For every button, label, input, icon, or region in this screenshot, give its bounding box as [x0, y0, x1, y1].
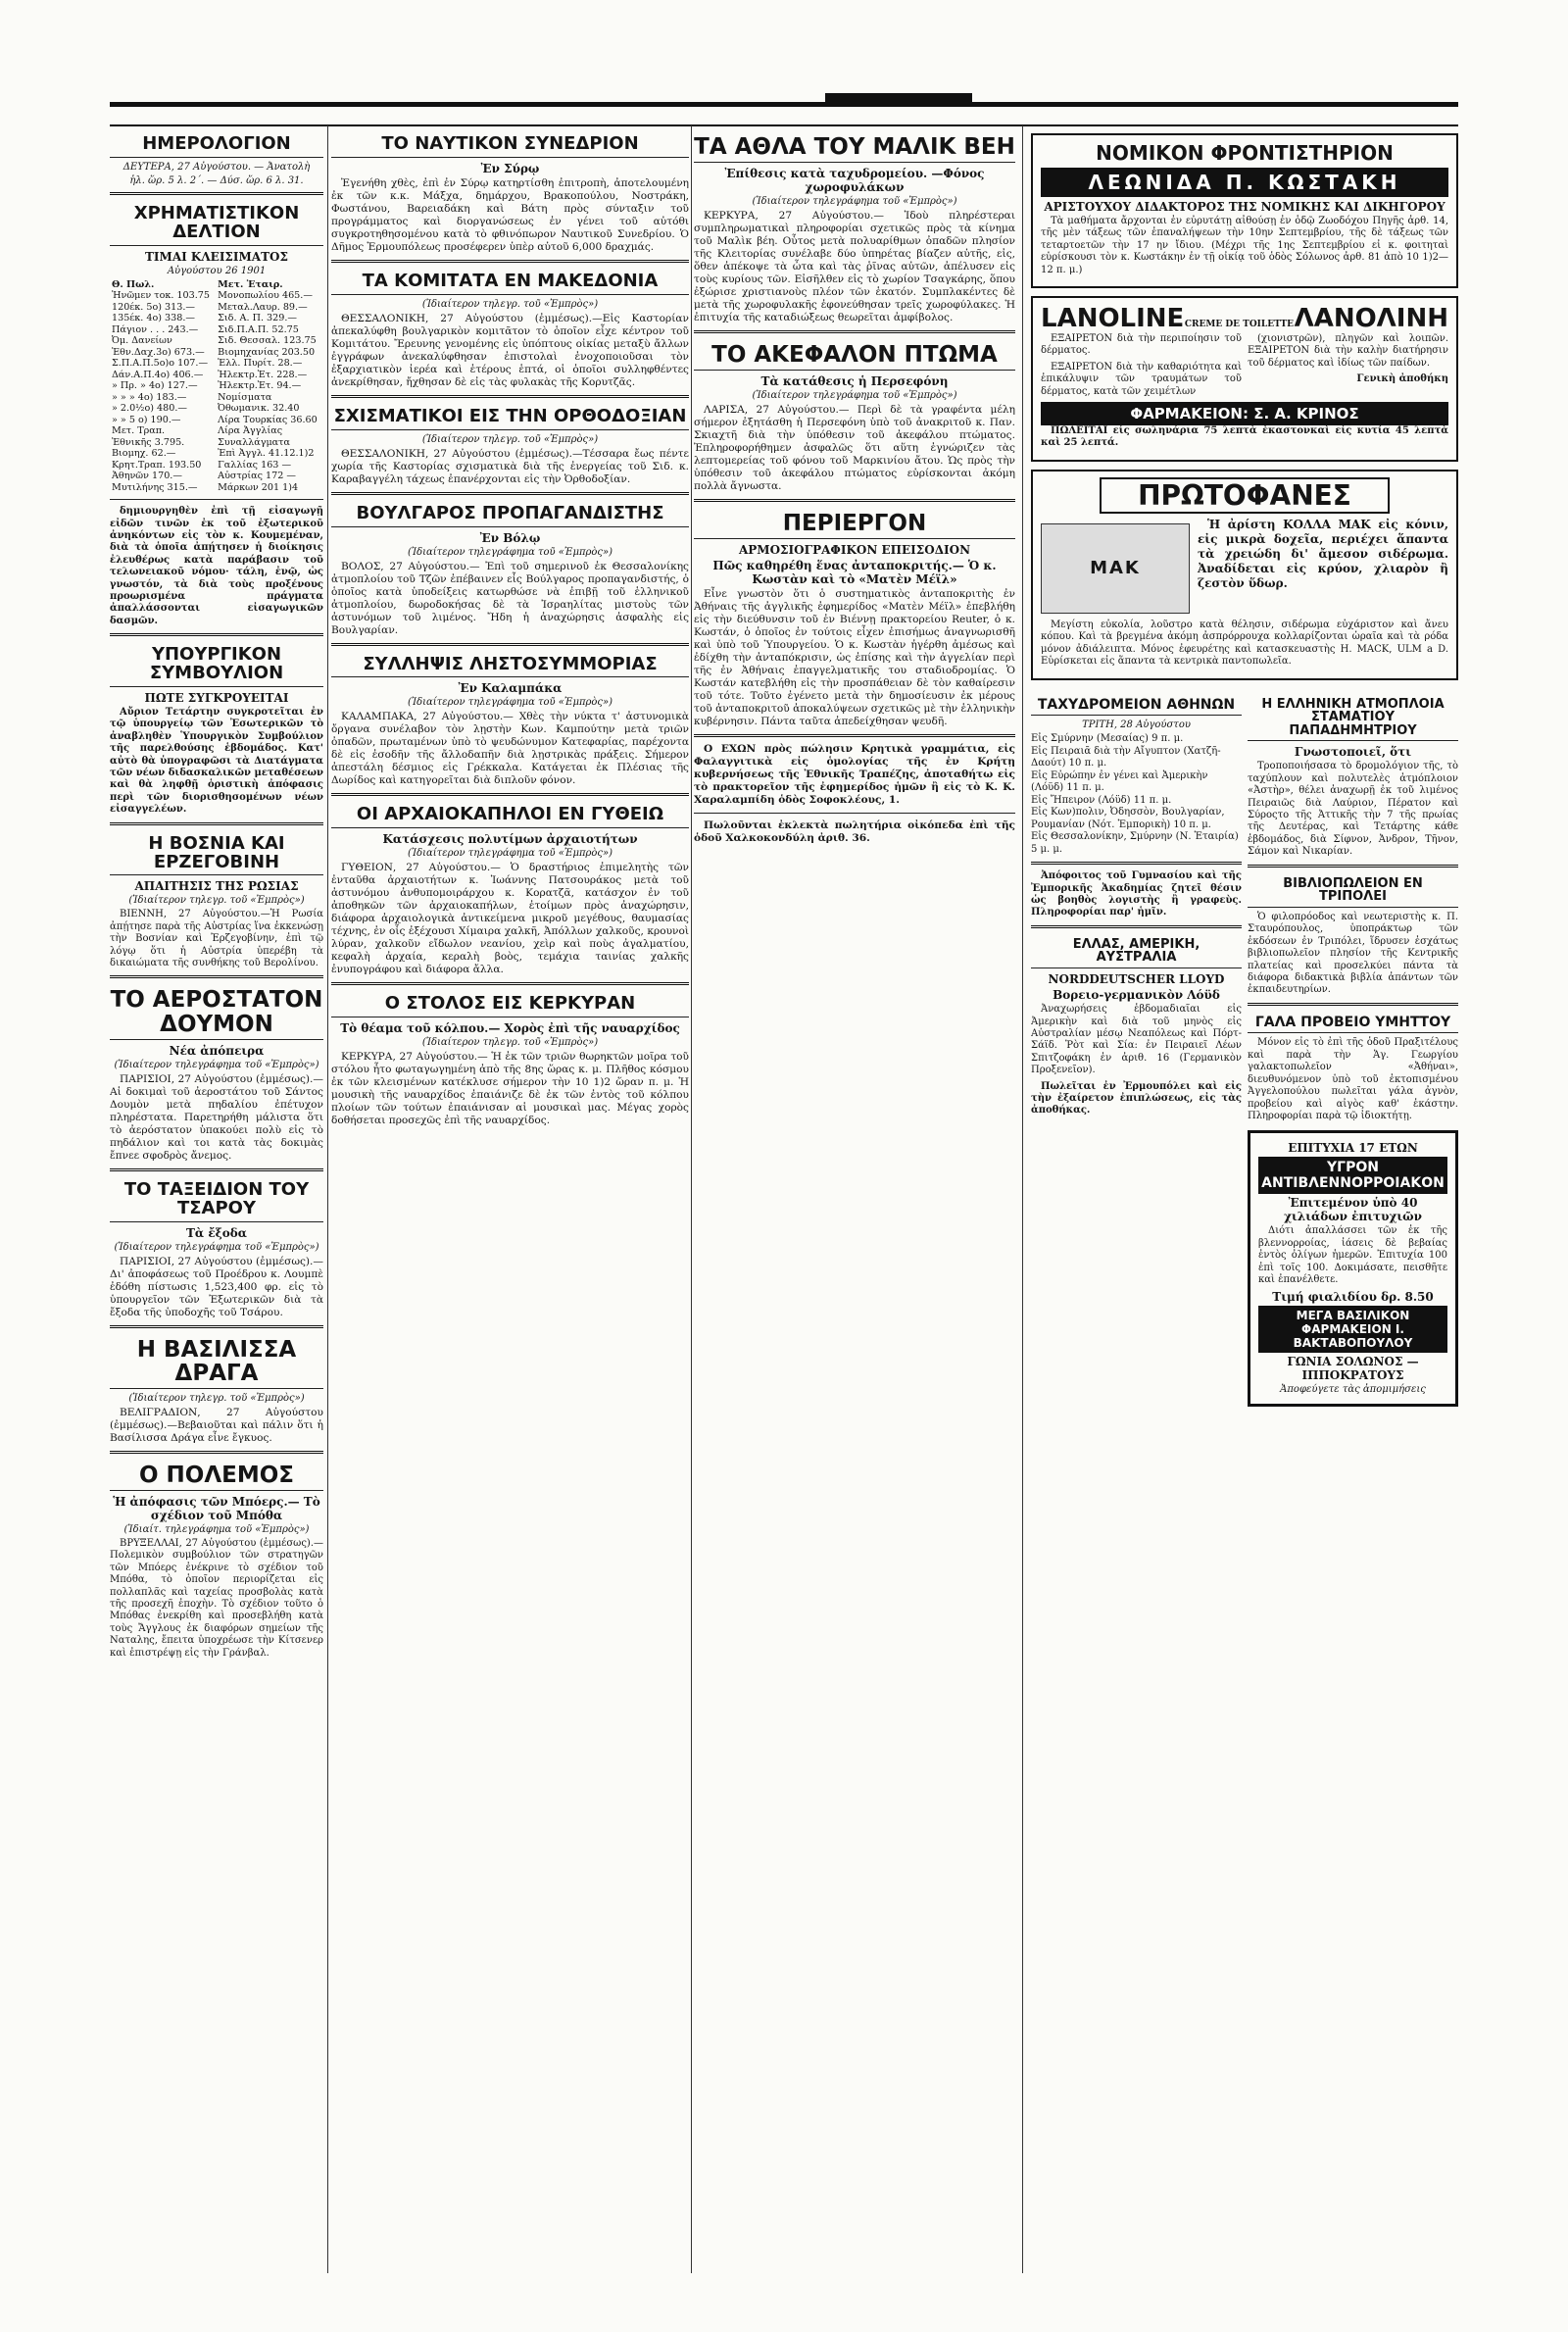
rates-cell: Νομίσματα — [218, 391, 272, 403]
fleet-dateline: (Ἰδιαίτερον τηλεγρ. τοῦ «Ἐμπρὸς») — [421, 1037, 599, 1049]
remedy-address: ΓΩΝΙΑ ΣΟΛΩΝΟΣ — ΙΠΠΟΚΡΑΤΟΥΣ — [1287, 1355, 1419, 1383]
athla-heading: ΤΑ ΑΘΛΑ ΤΟΥ ΜΑΛΙΚ ΒΕΗ — [694, 135, 1015, 163]
calendar-heading: ΗΜΕΡΟΛΟΓΙΟΝ — [110, 135, 323, 158]
rates-row — [110, 482, 323, 494]
rates-row — [110, 448, 323, 460]
steamship-subheading: Γνωστοποιεῖ, ὅτι — [1294, 745, 1412, 760]
rates-cell: Ἐθνικῆς 3.795. — [112, 436, 185, 448]
bandits-heading: ΣΥΛΛΗΨΙΣ ΛΗΣΤΟΣΥΜΜΟΡΙΑΣ — [331, 656, 689, 678]
bosnia-heading: Η ΒΟΣΝΙΑ ΚΑΙ ΕΡΖΕΓΟΒΙΝΗ — [110, 835, 323, 876]
column-rule — [327, 125, 328, 2273]
sale-notice: Πωλοῦνται ἐκλεκτὰ πωλητήρια οἰκόπεδα ἐπὶ τῆς ὁδοῦ Χαλκοκονδύλη ἀριθ. 36. — [694, 819, 1015, 845]
fleet-text: ΚΕΡΚΥΡΑ, 27 Αὐγούστου.— Ἡ ἐκ τῶν τριῶν θωρηκτῶν μοῖρα τοῦ στόλου ἦτο φωταγωγημένη ἀπὸ τῆς 8ης ὥρας κ. μ. Πλῆθος κόσμου ἐκ τῶν κλεισμένων κατέκλυσε σήμερον τὴν 10 1)2 ὥραν π. μ. Ἡ μουσικὴ τῆς ναυαρχίδος ἐπαιάνιζε δὲ ἐκ τῶν ἐντὸς τοῦ κόλπου πλοίων τῶν τούτων ἐπαιάνισαν αἱ μουσικαὶ μας. Μέγας χορὸς δοθήσεται προσεχῶς ἐπὶ τῆς ναυαρχίδος. — [331, 1051, 689, 1127]
milk-heading: ΓΑΛΑ ΠΡΟΒΕΙΟ ΥΜΗΤΤΟΥ — [1248, 1016, 1458, 1034]
column-rule — [691, 125, 692, 2273]
post-date: ΤΡΙΤΗ, 28 Αὐγούστου — [1082, 719, 1191, 731]
lanoline-depot: Γενικὴ ἀποθήκη — [1356, 373, 1448, 385]
steamship-heading: Η ΕΛΛΗΝΙΚΗ ΑΤΜΟΠΛΟΙΑ ΣΤΑΜΑΤΙΟΥ ΠΑΠΑΔΗΜΗΤΡΙΟΥ — [1248, 698, 1458, 742]
rates-cell: Ἡνῶμεν τοκ. 103.75 — [112, 290, 211, 302]
column-1 — [110, 125, 323, 2273]
war-heading: Ο ΠΟΛΕΜΟΣ — [110, 1464, 323, 1491]
post-line: Εἰς Ἤπειρον (Λόϋδ) 11 π. μ. — [1031, 794, 1172, 806]
remedy-ad — [1248, 1130, 1458, 1407]
balloon-dateline: (Ἰδιαίτερον τηλεγράφημα τοῦ «Ἐμπρὸς») — [114, 1059, 319, 1070]
law-school-ad — [1031, 133, 1458, 288]
starch-text-2: Μεγίστη εὐκολία, λοῦστρο κατὰ θέλησιν, σιδέρωμα εὐχάριστον καὶ ἄνευ κόπου. Καὶ τὰ βρεγμένα ἀκόμη ἀσπρόρρουχα κολλαρίζονται ὡραῖα καὶ τὰ ρόδα μόνον ἀδιάλειπτα. Μόνος ἐφευρέτης καὶ κατασκευαστὴς Η. ΜΑCΚ, ULM a D. Εὑρίσκεται εἰς ἅπαντα τὰ κεντρικὰ παντοπωλεῖα. — [1041, 619, 1448, 668]
remedy-price: Τιμή φιαλιδίου δρ. 8.50 — [1272, 1290, 1434, 1305]
rates-cell: Βιομηχ. 62.— — [112, 448, 176, 460]
rates-cell: 135έκ. 4ο) 338.— — [112, 313, 196, 324]
shipping-subheading-2: Βορειο-γερμανικὸν Λόϋδ — [1053, 988, 1220, 1003]
lanoline-price: ΠΩΛΕΙΤΑΙ εἰς σωληνάρια 75 λεπτὰ ἑκαστονκαὶ εἰς κυτία 45 λεπτὰ καὶ 25 λεπτά. — [1041, 425, 1448, 449]
athla-subheading: Ἐπίθεσις κατὰ ταχυδρομείου. —Φόνος χωροφυλάκων — [724, 167, 985, 195]
rates-cell: » Πρ. » 4ο) 127.— — [112, 380, 198, 392]
financial-subheading: ΤΙΜΑΙ ΚΛΕΙΣΙΜΑΤΟΣ — [145, 249, 288, 264]
rates-cell: Ἐπὶ Ἀγγλ. 41.12.1)2 — [218, 448, 315, 460]
rates-cell: Ὀμ. Δανείων — [112, 335, 172, 347]
bulgarian-text: ΒΟΛΟΣ, 27 Αὐγούστου.— Ἐπὶ τοῦ σημερινοῦ ἐκ Θεσσαλονίκης ἀτμοπλοίου τοῦ Τζῶν ἐπέβαινεν εἷς Βούλγαρος προπαγανδιστής, ὁ ὁποῖος κατὰ ὑποδείξεις κατωρθώσε νὰ ἐπιβῇ τοῦ ἑλληνικοῦ ἀτμοπλοίου, δωροδοκήσας δὲ τὰ Ἰσραηλίτας μιστοὺς τῶν ἀστυνόμων τοῦ λιμένος. Ἤδη ἡ ἀναχώρησις ἀσφαλὴς εἰς Βουλγαρίαν. — [331, 560, 689, 636]
rates-cell: Σ.Π.Α.Π.5ο)ο 107.— — [112, 358, 209, 370]
law-school-title: ΝΟΜΙΚΟΝ ΦΡΟΝΤΙΣΤΗΡΙΟΝ — [1096, 141, 1394, 165]
rates-cell: Ἐθν.Δαχ.3ο) 673.— — [112, 346, 205, 358]
antiquities-dateline: (Ἰδιαίτερον τηλεγράφημα τοῦ «Ἐμπρὸς») — [407, 848, 613, 860]
gym-notice: Ἀπόφοιτος τοῦ Γυμνασίου καὶ τῆς Ἐμπορικῆς Ἀκαδημίας ζητεῖ θέσιν ὡς βοηθὸς λογιστὴς ἢ γραφεὺς. Πληροφορίαι παρ' ἡμῖν. — [1031, 870, 1242, 918]
bandits-dateline: (Ἰδιαίτερον τηλεγράφημα τοῦ «Ἐμπρὸς») — [407, 697, 613, 709]
remedy-warning: Ἀποφεύγετε τὰς ἀπομιμήσεις — [1280, 1384, 1426, 1396]
starch-title: ΠΡΩΤΟΦΑΝΕΣ — [1100, 477, 1390, 514]
library-text: Ὁ φιλοπρόοδος καὶ νεωτεριστὴς κ. Π. Σταυρόπουλος, ὑποπράκτωρ τῶν ἐκδόσεων ἐν Τριπόλει, ἵδρυσεν ἐσχάτως βιβλιοπωλεῖον πλησίον τῆς Κεντρικῆς πλατείας καὶ προσελκύει πάντα τὰ διάφορα διδακτικὰ βιβλία ἀπάντων τῶν ἐκπαιδευτηρίων. — [1248, 911, 1458, 996]
shipping-heading: ΕΛΛΑΣ, ΑΜΕΡΙΚΗ, ΑΥΣΤΡΑΛΙΑ — [1031, 938, 1242, 968]
rates-cell: Ἠλεκτρ.Ἐτ. 94.— — [218, 380, 302, 392]
remedy-pharmacy: ΜΕΓΑ ΒΑΣΙΛΙΚΟΝ ΦΑΡΜΑΚΕΙΟΝ Ι. ΒΑΚΤΑΒΟΠΟΥΛΟΥ — [1258, 1306, 1447, 1353]
law-school-text: Τὰ μαθήματα ἄρχονται ἐν εὐρυτάτῃ αἰθούσῃ ἐν ὁδῷ Ζωοδόχου Πηγῆς ἀρθ. 14, τῆς μὲν τάξεως τῶν ἐπαναλήψεων τὴν 10ην Σεπτεμβρίου, τῆς δὲ τάξεως τῶν τεταρτοετῶν τὴν 17 ην ἴδιου. (Μέχρι τῆς 1ης Σεπτεμβρίου εἰ κ. φοιτηταὶ εὑρίσκουσι τὸν κ. Κωστάκην ἐν τῇ οἰκίᾳ τοῦ ὁδὸς Σόλωνος ἀρθ. 81 ἀπὸ 10 1)2—12 π. μ.) — [1041, 216, 1448, 275]
queen-text: ΒΕΛΙΓΡΑΔΙΟΝ, 27 Αὐγούστου (ἐμμέσως).—Βεβαιοῦται καὶ πάλιν ὅτι ἡ Βασίλισσα Δράγα εἶνε ἔγκυος. — [110, 1406, 323, 1444]
curious-text: Εἶνε γνωστὸν ὅτι ὁ συστηματικὸς ἀνταποκριτὴς ἐν Ἀθήναις τῆς ἀγγλικῆς ἐφημερίδος «Ματὲν Μέϊλ» ἐπεβλήθη εἰς τὴν διεύθυνσιν τοῦ ἐν Βιέννῃ πρακτορείου Reuter, ὁ κ. Κωστάν, ὁ ὁποῖος ἐν τούτοις εἶχεν ἐπισήμως ἀναγνωρισθῆ καὶ ὑπὸ τοῦ Ὑπουργείου. Ὁ κ. Κωστὰν ἠγέρθη ἀμέσως καὶ ἐδίχθη τὴν ἀνταπόκρισιν, ὡς ἐπίσης καὶ τὴν ἀγγελίαν περὶ τῆς ἐν Ἀθήναις ἐπαγγελματικῆς του σταδιοδρομίας. Ὁ Κωστάν κατεβλήθη εἰς τὴν προσπάθειαν δὲ τὸν καθαίρεσιν τοῦ τότε. Τοῦτο ἐγένετο μετὰ τὴν δημοσίευσιν ἐκ μέρους τοῦ ἀνταποκριτοῦ ἀποκαλύψεων σχετικῶς μὲ τὴν ἑλληνικὴν κυβέρνησιν. Πάντα ταῦτα ἀπεδείχθησαν ψευδῆ. — [694, 588, 1015, 728]
rates-cell: » 2.0½ο) 480.— — [112, 403, 187, 415]
rates-cell: Κρητ.Τραπ. 193.50 — [112, 459, 202, 471]
calendar-line: ἡλ. ὥρ. 5 λ. 2΄. — Δύσ. ὥρ. 6 λ. 31. — [129, 174, 304, 186]
rates-cell: Μεταλ.Λαυρ. 89.— — [218, 301, 308, 313]
rates-cell: Σιδ. Α. Π. 329.— — [218, 313, 298, 324]
rates-row — [110, 392, 323, 404]
athla-text: ΚΕΡΚΥΡΑ, 27 Αὐγούστου.— Ἰδοὺ πληρέστεραι συμπληρωματικαὶ πληροφορίαι σχετικῶς πρὸς τὰ κίνημα τοῦ Μαλὶκ βέη. Οὗτος μετὰ πολυαρίθμων ὀπαδῶν πλησίον τῆς Κλειτορίας συνέλαβε δύο ὑπηρέτας βίαζεν αὐτῆς, εἰς, ὅθεν ἀπέκοψε τὰ ὦτα καὶ τὰς ῥῖνας αὐτῶν, ἀπέλυσεν εἰς τοὺς κυρίους τῶν. Εἰσῆλθεν εἰς τὸ χωρίον Τσαγκάρης, ὅπου ἐξώρισε χριστιανοὺς πλέον τῶν ἑκατόν. Συμπλακέντες δὲ μετὰ τῆς χωροφυλακῆς ἐφονεύθησαν τρεῖς χωροφύλακες. Ἡ ἐπιτυχία τῆς καταδιώξεως θεωρεῖται ἀμφίβολος. — [694, 210, 1015, 324]
lanoline-greek: ΛΑΝΟΛΙΝΗ — [1294, 304, 1448, 334]
rates-cell: Ὀθωμανικ. 32.40 — [218, 403, 300, 415]
column-4 — [1031, 125, 1458, 2273]
corpse-dateline: (Ἰδιαίτερον τηλεγράφημα τοῦ «Ἐμπρὸς») — [752, 390, 957, 402]
law-school-name: ΛΕΩΝΙΔΑ Π. ΚΩΣΤΑΚΗ — [1041, 168, 1448, 197]
naval-subheading: Ἐν Σύρῳ — [480, 161, 540, 175]
schism-text: ΘΕΣΣΑΛΟΝΙΚΗ, 27 Αὐγούστου (ἐμμέσως).—Τέσσαρα ἔως πέντε χωρία τῆς Καστορίας σχισματικὰ διὰ τῆς ἐνεργείας τοῦ Σιδ. κ. Καραβαγγέλη τάχεως ἐπανέρχονται εἰς τὴν Ὀρθοδοξίαν. — [331, 447, 689, 485]
war-subheading: Ἡ ἀπόφασις τῶν Μπόερς.— Τὸ σχέδιον τοῦ Μπόθα — [113, 1494, 320, 1522]
rates-row — [110, 425, 323, 437]
rates-cell: » » » 4ο) 183.— — [112, 391, 187, 403]
rates-row — [110, 358, 323, 370]
shipping-subheading: NORDDEUTSCHER LLOYD — [1048, 972, 1225, 987]
naval-text: Ἐγενήθη χθὲς, ἐπὶ ἐν Σύρῳ κατηρτίσθη ἐπιτροπὴ, ἀποτελουμένη ἐκ τῶν κ.κ. Μάξχα, δημάρχου, Βρακοπούλου, Νοστράκη, Φωστάνου, Βαρειαδάκη καὶ Βάτη πρὸς σύνταξιν τοῦ προγράμματος καὶ διοργανώσεως ἐν γένει τοῦ αὐτόθι συγκροτηθησομένου κατὰ τὸ φθινόπωρον Ναυτικοῦ Συνεδρίου. Ὁ Δῆμος Ἑρμουπόλεως προσέφερεν ὑπὲρ αὐτοῦ 6,000 δραχμάς. — [331, 176, 689, 253]
bandits-text: ΚΑΛΑΜΠΑΚΑ, 27 Αὐγούστου.— Χθὲς τὴν νύκτα τ' ἀστυνομικὰ ὄργανα συνέλαβον τὸν λῃστὴν Κων. Καμπούτην μετὰ τριῶν ὀπαδῶν, πρωταμένων ὑπὸ τὸ ψευδώνυμον Κατεφαρίας, παρέχοντα δὲ εἰς ἐσοδῆν τῆς ἄλλοδαπῆν διὰ λῃστρικὰς πράξεις. Σήμερον ἀπεστάλη δέσμιος εἰς Γρέκκαλα. Κατάγεται ἐκ Πλέσιας τῆς Δωρίδος καὶ κατηγορεῖται διὰ διπλοῦν φόνον. — [331, 711, 689, 787]
council-heading: ΥΠΟΥΡΓΙΚΟΝ ΣΥΜΒΟΥΛΙΟΝ — [110, 646, 323, 687]
fleet-subheading: Τὸ θέαμα τοῦ κόλπου.— Χορὸς ἐπὶ τῆς ναυαρχίδος — [340, 1021, 680, 1036]
remedy-subtitle: Ἐπιτεμένον ὑπὸ 40 χιλιάδων ἐπιτυχιῶν — [1284, 1196, 1422, 1224]
rates-table — [110, 279, 323, 494]
tsar-subheading: Τὰ ἔξοδα — [186, 1225, 247, 1240]
column-rule — [1022, 125, 1023, 2273]
rates-header-left: Θ. Πωλ. — [112, 278, 155, 290]
post-line: Εἰς Θεσσαλονίκην, Σμύρνην (Ν. Ἑταιρία) 5 μ. μ. — [1031, 831, 1239, 855]
rates-cell: Μετ. Τραπ. — [112, 425, 166, 437]
rates-cell: Βιομηχανίας 203.50 — [218, 346, 316, 358]
rates-row — [110, 380, 323, 392]
curious-subheading: ΑΡΜΟΣΙΟΓΡΑΦΙΚΟΝ ΕΠΕΙΣΟΔΙΟΝ — [738, 543, 971, 558]
corpse-text: ΛΑΡΙΣΑ, 27 Αὐγούστου.— Περὶ δὲ τὰ γραφέντα μέλη σήμερον ἐξητάσθη ἡ Περσεφόνη ὑπὸ τοῦ ἀνακριτοῦ κ. Παν. Σκιαχτῆ διὰ τὴν ὑπόθεσιν τοῦ ἀκεφάλου πτώματος. Ἐπληροφορήθημεν ἀσφαλῶς ὅτι αὕτη ἐγνώριζεν τὰς λεπτομερείας τοῦ φόνου τοῦ Μαρκινίου ἄτου. Ὡς πρὸς τὴν ὑπόθεσιν τοῦ ἀκεφάλου πτώματος εὑρίσκονται ἀκόμη πολλὰ ἄγνωστα. — [694, 404, 1015, 493]
rates-row — [110, 370, 323, 381]
rates-cell: Ἑλλ. Πυρίτ. 28.— — [218, 358, 303, 370]
rates-cell: Ἀθηνῶν 170.— — [112, 471, 182, 482]
post-heading: ΤΑΧΥΔΡΟΜΕΙΟΝ ΑΘΗΝΩΝ — [1031, 698, 1242, 717]
rates-row — [110, 290, 323, 302]
financial-date: Αὐγούστου 26 1901 — [167, 265, 267, 276]
post-line: Εἰς Εὐρώπην ἐν γένει καὶ Ἀμερικὴν (Λόϋδ) 11 π. μ. — [1031, 769, 1208, 794]
corpse-heading: ΤΟ ΑΚΕΦΑΛΟΝ ΠΤΩΜΑ — [694, 343, 1015, 371]
starch-text: Ἡ ἀρίστη ΚΟΛΛΑ ΜΑΚ εἰς κόνιν, εἰς μικρὰ δοχεῖα, περιέχει ἅπαντα τὰ χρειώδη δι' ἄμεσον σιδέρωμα. Ἀναδίδεται εἰς κρύον, χλιαρὸν ἢ ζεστὸν ὕδωρ. — [1198, 517, 1448, 590]
bulgarian-dateline: (Ἰδιαίτερον τηλεγράφημα τοῦ «Ἐμπρὸς») — [407, 546, 613, 558]
rates-cell: Μάρκων 201 1)4 — [218, 481, 299, 493]
rates-row — [110, 460, 323, 471]
post-line: Εἰς Πειραιᾶ διὰ τὴν Αἴγυπτον (Χατζῆ-Δαούτ) 10 π. μ. — [1031, 745, 1221, 769]
rates-cell: Γαλλίας 163 — — [218, 459, 292, 471]
bonds-notice: Ο ΕΧΩΝ πρὸς πώλησιν Κρητικὰ γραμμάτια, εἰς Φαλαγγιτικὰ εἰς ὁμολογίας τῆς ἐν Κρήτῃ κυβερνήσεως τῆς Ἐθνικῆς Τραπέζης, ἀποταθήτω εἰς τὸ πρακτορεῖον τῆς ἐφημερίδος ἡμῶν ἢ εἰς τὸ Κ. Κ. Χαραλαμπίδη ὁδὸς Σοφοκλέους, 1. — [694, 743, 1015, 807]
bandits-subheading: Ἐν Καλαμπάκα — [458, 681, 563, 696]
remedy-text: Διότι ἀπαλλάσσει τῶν ἐκ τῆς βλεννορροίας, ἰάσεις δὲ βεβαίας ἐντὸς ὀλίγων ἡμερῶν. Ἐπιτυχία 100 ἐπὶ τοῖς 100. Δοκιμάσατε, πεισθῆτε καὶ ἐπανέλθετε. — [1258, 1225, 1447, 1285]
rates-cell: Μυτιλήνης 315.— — [112, 481, 198, 493]
macedonia-dateline: (Ἰδιαίτερον τηλεγρ. τοῦ «Ἐμπρὸς») — [421, 298, 599, 310]
lanoline-text: ΕΞΑΙΡΕΤΟΝ διὰ τὴν περιποίησιν τοῦ δέρματος. — [1041, 333, 1242, 357]
steamship-text: Τροποποιήσασα τὸ δρομολόγιον τῆς, τὸ ταχύπλουν καὶ πολυτελὲς ἀτμόπλοιον «Ἀστὴρ», θέλει ἀναχωρῇ ἐκ τοῦ λιμένος Πειραιῶς διὰ Λαύριον, Πέρατον καὶ Σύροςτο τῆς Ἀττικῆς τὴν 7 τῆς πρωίας τῆς Δευτέρας, καὶ Τετάρτης κάθε ἑβδομάδος, διὰ Σίφνον, Ἀνδρον, Τῆνον, Σάμον καὶ Νικαρίαν. — [1248, 761, 1458, 858]
post-line: Εἰς Κων)πολιν, Ὀδησσὸν, Βουλγαρίαν, Ρουμανίαν (Νότ. Ἐμπορικὴ) 10 π. μ. — [1031, 807, 1225, 830]
naval-heading: ΤΟ ΝΑΥΤΙΚΟΝ ΣΥΝΕΔΡΙΟΝ — [331, 135, 689, 158]
antiquities-heading: ΟΙ ΑΡΧΑΙΟΚΑΠΗΛΟΙ ΕΝ ΓΥΘΕΙΩ — [331, 806, 689, 828]
queen-dateline: (Ἰδιαίτερον τηλεγρ. τοῦ «Ἐμπρὸς») — [128, 1392, 305, 1404]
rates-row — [110, 335, 323, 347]
rates-row — [110, 403, 323, 415]
masthead-rule — [110, 102, 1458, 126]
lanoline-title: LANOLINE — [1041, 304, 1185, 334]
balloon-text: ΠΑΡΙΣΙΟΙ, 27 Αὐγούστου (ἐμμέσως).—Αἱ δοκιμαὶ τοῦ ἀεροστάτου τοῦ Σάντος Δουμὸν μετὰ πηδαλίου ἐπέτυχον πληρέστατα. Παρετηρήθη μάλιστα ὅτι τὸ ἀερόστατον ὑπακούει πολὺ εἰς τὸ πηδάλιον καὶ τοι κατὰ τὰς δοκιμὰς ἔπνεε σφοδρὸς ἄνεμος. — [110, 1072, 323, 1162]
council-text: Αὔριον Τετάρτην συγκροτεῖται ἐν τῷ ὑπουργείῳ τῶν Ἐσωτερικῶν τὸ ἀναβληθὲν Ὑπουργικὸν Συμβούλιον τῆς παρελθούσης ἑβδομάδος. Κατ' αὐτὸ θὰ ὑπογραφῶσι τὰ Διατάγματα τῶν νέων διδασκαλικῶν μεταθέσεων καὶ θὰ ληφθῇ ὁριστικὴ ἀπόφασις περὶ τῶν διορισθησομένων νέων εἰσαγγελέων. — [110, 707, 323, 816]
balloon-subheading: Νέα ἀπόπειρα — [169, 1043, 265, 1058]
athla-dateline: (Ἰδιαίτερον τηλεγράφημα τοῦ «Ἐμπρὸς») — [752, 196, 957, 208]
bosnia-text: ΒΙΕΝΝΗ, 27 Αὐγούστου.—Ἡ Ρωσία ἀπῄτησε παρὰ τῆς Αὐστρίας ἵνα ἐκκενώσῃ τὴν Βοσνίαν καὶ Ἐρζεγοβίνην, ἐπὶ τῷ λόγῳ ὅτι ἡ Αὐστρία ὑπερέβη τὰ δικαιώματα τῆς συνθήκης τοῦ Βερολίνου. — [110, 909, 323, 969]
curious-heading: ΠΕΡΙΕΡΓΟΝ — [694, 512, 1015, 539]
column-2 — [331, 125, 689, 2273]
shipping-text-2: Πωλεῖται ἐν Ἐρμουπόλει καὶ εἰς τὴν ἐξαίρετον ἐπιπλώσεως, εἰς τὰς ἀποθήκας. — [1031, 1080, 1242, 1116]
rates-cell: » » 5 ο) 190.— — [112, 414, 181, 425]
rates-cell: Συναλλάγματα — [218, 436, 290, 448]
shipping-text: Ἀναχωρήσεις ἑβδομαδιαῖαι εἰς Ἀμερικὴν καὶ διὰ τοῦ μηνὸς εἰς Αὐστραλίαν μέσῳ Νεαπόλεως καὶ Πόρτ-Σάϊδ. Ῥὸτ καὶ Σία: ἐν Πειραιεῖ Λέων Σπιτζοφάκη ἐν ἀριθ. 16 (Γερμανικὸν Προξενεῖον). — [1031, 1004, 1242, 1076]
financial-note: δημιουργηθὲν ἐπὶ τῇ εἰσαγωγῇ εἰδῶν τινῶν ἐκ τοῦ ἐξωτερικοῦ ἀνηκόντων εἰς τὸν κ. Κουμεμέναν, διὰ τὰ ὁποῖα ἀπῄτησεν ἡ διοίκησις ἐλευθέρως κατὰ παράβασιν τοῦ τελωνειακοῦ νόμου· τάλη, ἐνῷ, ὡς γνωστόν, τὰ διὰ τοὺς προξένους προωρισμένα πράγματα ἀπαλλάσσονται εἰσαγωγικῶν δασμῶν. — [110, 506, 323, 626]
rates-row — [110, 471, 323, 482]
rates-cell: Αὐστρίας 172 — — [218, 471, 297, 482]
war-text: ΒΡΥΞΕΛΛΑΙ, 27 Αὐγούστου (ἐμμέσως).—Πολεμικὸν συμβούλιον τῶν στρατηγῶν τῶν Μπόερς ἐνέκρινε τὸ σχέδιον τοῦ Μπόθα, τὸ ὁποῖον περιορίζεται εἰς πολλαπλᾶς καὶ ταχείας προσβολὰς κατὰ τῆς προσεχῆ ἐποχὴν. Τὸ σχέδιον τοῦτο ὁ Μπόθας ἐνεκρίθη καὶ προσεβλήθη κατὰ τοὺς Ἄγγλους ἐκ διαφόρων σημείων τῆς Ναταλης, ἔπειτα ὑποχρέωσε τὴν Κίτσενερ καὶ ἐπιστρέψῃ εἰς τὴν Γράνβαλ. — [110, 1537, 323, 1659]
lanoline-small: CREME DE TOILETTE — [1184, 320, 1295, 330]
rates-row — [110, 313, 323, 324]
rates-cell: 120έκ. 5ο) 313.— — [112, 301, 196, 313]
library-heading: ΒΙΒΛΙΟΠΩΛΕΙΟΝ ΕΝ ΤΡΙΠΟΛΕΙ — [1248, 877, 1458, 908]
schism-dateline: (Ἰδιαίτερον τηλεγρ. τοῦ «Ἐμπρὸς») — [421, 433, 599, 445]
queen-heading: Η ΒΑΣΙΛΙΣΣΑ ΔΡΑΓΑ — [110, 1338, 323, 1389]
bosnia-dateline: (Ἰδιαίτερον τηλεγρ. τοῦ «Ἐμπρὸς») — [128, 895, 305, 907]
starch-ad — [1031, 470, 1458, 680]
council-subheading: ΠΩΤΕ ΣΥΓΚΡΟΥΕΙΤΑΙ — [144, 691, 289, 706]
rates-row — [110, 415, 323, 426]
column-3 — [694, 125, 1015, 2273]
tsar-text: ΠΑΡΙΣΙΟΙ, 27 Αὐγούστου (ἐμμέσως).—Δι' ἀποφάσεως τοῦ Προέδρου κ. Λουμπὲ ἐδόθη πίστωσις 1,523,400 φρ. εἰς τὸ ὑπουργεῖον τῶν Ἐξωτερικῶν διὰ τὰ ἔξοδα τῆς ὑποδοχῆς τοῦ Τσάρου. — [110, 1255, 323, 1318]
schism-heading: ΣΧΙΣΜΑΤΙΚΟΙ ΕΙΣ ΤΗΝ ΟΡΘΟΔΟΞΙΑΝ — [331, 408, 689, 430]
rates-header-right: Μετ. Ἑταιρ. — [218, 278, 283, 290]
post-list — [1031, 733, 1242, 856]
rates-cell: Λίρα Ἀγγλίας — [218, 425, 283, 437]
rates-cell: Πάγιον . . . 243.— — [112, 323, 199, 335]
law-school-subtitle: ΑΡΙΣΤΟΥΧΟΥ ΔΙΔΑΚΤΟΡΟΣ ΤΗΣ ΝΟΜΙΚΗΣ ΚΑΙ ΔΙΚΗΓΟΡΟΥ — [1044, 200, 1446, 214]
remedy-title: ΕΠΙΤΥΧΙΑ 17 ΕΤΩΝ — [1288, 1141, 1418, 1156]
rates-row — [110, 347, 323, 359]
rates-row — [110, 324, 323, 336]
rates-cell: Δάν.Α.Π.4ο) 406.— — [112, 369, 204, 380]
fleet-heading: Ο ΣΤΟΛΟΣ ΕΙΣ ΚΕΡΚΥΡΑΝ — [331, 995, 689, 1017]
lanoline-ad — [1031, 296, 1458, 462]
rates-row — [110, 437, 323, 449]
rates-cell: Λίρα Τουρκίας 36.60 — [218, 414, 318, 425]
curious-subheading-2: Πῶς καθηρέθη ἕνας ἀνταποκριτής.— Ὁ κ. Κωστὰν καὶ τὸ «Ματὲν Μέϊλ» — [712, 559, 997, 587]
war-dateline: (Ἰδιαίτ. τηλεγράφημα τοῦ «Ἐμπρὸς») — [123, 1523, 310, 1535]
bosnia-subheading: ΑΠΑΙΤΗΣΙΣ ΤΗΣ ΡΩΣΙΑΣ — [134, 879, 299, 894]
corpse-subheading: Τὰ κατάθεσις ἡ Περσεφόνη — [760, 374, 949, 389]
financial-heading: ΧΡΗΜΑΤΙΣΤΙΚΟΝ ΔΕΛΤΙΟΝ — [110, 205, 323, 246]
pharmacy-name: ΦΑΡΜΑΚΕΙΟΝ: Σ. Α. ΚΡΙΝΟΣ — [1041, 402, 1448, 425]
starch-box-image: ΜΑΚ — [1041, 523, 1190, 614]
antiquities-text: ΓΥΘΕΙΟΝ, 27 Αὐγούστου.— Ὁ δραστήριος ἐπιμελητὴς τῶν ἐνταῦθα ἀρχαιοτήτων κ. Ἰωάννης Πατσουράκος μετὰ τοῦ ἀστυνόμου ἀνθυπομοιράρχου κ. Κορατζᾶ, κατάσχον ἐν τοῦ ἀποθηκῶν τῶν ἀρχαιοκαπήλων, ἐτοίμων πρὸς ἀναχώρησιν, διάφορα ἀρχαιολογικὰ ἀντικείμενα μικροῦ μεγέθους, θαυμασίας τέχνης, ἐν οἷς ἐξέχουσι Χίμαιρα χαλκῆ, Ἀπόλλων χαλκοῦς, κρουνοὶ λύραν, χαλκοῦν εἴδωλον νεανίου, χεὶρ καὶ ποὺς ἀγαλματίου, κεφαλὴ ἀρχαία, κεραλὴ βοὸς, τεμάχια ταινίας χαλκῆς ἐνυπογράφου καὶ διάφορα ἄλλα. — [331, 862, 689, 976]
masthead-ornament — [825, 93, 972, 103]
milk-text: Μόνον εἰς τὸ ἐπὶ τῆς ὁδοῦ Πραξιτέλους καὶ παρὰ τὴν Ἁγ. Γεωργίου γαλακτοπωλεῖον «Ἀθήναι», διευθυνόμενον ὑπὸ τοῦ ἐκτοπισμένου Ἀγγελοπούλου πωλεῖται γάλα ἀγνὸν, προβείου καὶ αἰγὸς καθ' ἑκάστην. Πληροφορίαι παρὰ τῷ ἰδιοκτήτῃ. — [1248, 1037, 1458, 1121]
bulgarian-heading: ΒΟΥΛΓΑΡΟΣ ΠΡΟΠΑΓΑΝΔΙΣΤΗΣ — [331, 505, 689, 527]
rates-cell: Σιδ. Θεσσαλ. 123.75 — [218, 335, 317, 347]
calendar-line: ΔΕΥΤΕΡΑ, 27 Αὐγούστου. — Ἀνατολὴ — [122, 161, 311, 173]
balloon-heading: ΤΟ ΑΕΡΟΣΤΑΤΟΝ ΔΟΥΜΟΝ — [110, 988, 323, 1039]
tsar-heading: ΤΟ ΤΑΞΕΙΔΙΟΝ ΤΟΥ ΤΣΑΡΟΥ — [110, 1181, 323, 1222]
rates-cell: Ἠλεκτρ.Ἑτ. 228.— — [218, 369, 308, 380]
antiquities-subheading: Κατάσχεσις πολυτίμων ἀρχαιοτήτων — [382, 832, 638, 847]
remedy-name: ΥΓΡΟΝ ΑΝΤΙΒΛΕΝΝΟΡΡΟΙΑΚΟΝ — [1258, 1157, 1447, 1194]
macedonia-text: ΘΕΣΣΑΛΟΝΙΚΗ, 27 Αὐγούστου (ἐμμέσως).—Εἰς Καστορίαν ἀπεκαλύφθη βουλγαρικὸν κομιτᾶτον τὸ ὁποῖον εἶχε κέντρον τοῦ Κομιτάτου. Ἔρευνης γενομένης εἰς ὑπόπτους οἰκίας μεταξὺ ἄλλων ἐγγράφων ἀνεκαλύφθησαν ἐπιστολαὶ ἐνοχοποιοῦσαι τὸν ἐξαρχιατικὸν ἱερέα καὶ ἑτέρους ἑπτά, οἱ ὁποῖοι συλληφθέντες ἀνεκρίθησαν, ἤχθησαν δὲ εἰς τὰς φυλακὰς τῆς Κορυτζᾶς. — [331, 312, 689, 388]
lanoline-text: ΕΞΑΙΡΕΤΟΝ διὰ τὴν καθαριότητα καὶ ἐπικάλυψιν τῶν τραυμάτων τοῦ δέρματος, κατὰ τῶν χειμέτλων — [1041, 361, 1242, 397]
tsar-dateline: (Ἰδιαίτερον τηλεγράφημα τοῦ «Ἐμπρὸς») — [114, 1241, 319, 1253]
rates-row — [110, 302, 323, 314]
rates-cell: Μονοπωλίου 465.— — [218, 290, 313, 302]
lanoline-text: (χιονιστρῶν), πληγῶν καὶ λοιπῶν. ΕΞΑΙΡΕΤΟΝ διὰ τὴν καλὴν διατήρησιν τοῦ δέρματος καὶ ἰδίως τῶν παίδων. — [1248, 333, 1448, 369]
rates-cell: Σιδ.Π.Α.Π. 52.75 — [218, 323, 299, 335]
macedonia-heading: ΤΑ ΚΟΜΙΤΑΤΑ ΕΝ ΜΑΚΕΔΟΝΙΑ — [331, 273, 689, 295]
post-line: Εἰς Σμύρνην (Μεσαίας) 9 π. μ. — [1031, 733, 1184, 745]
bulgarian-subheading: Ἐν Βόλῳ — [479, 530, 541, 545]
